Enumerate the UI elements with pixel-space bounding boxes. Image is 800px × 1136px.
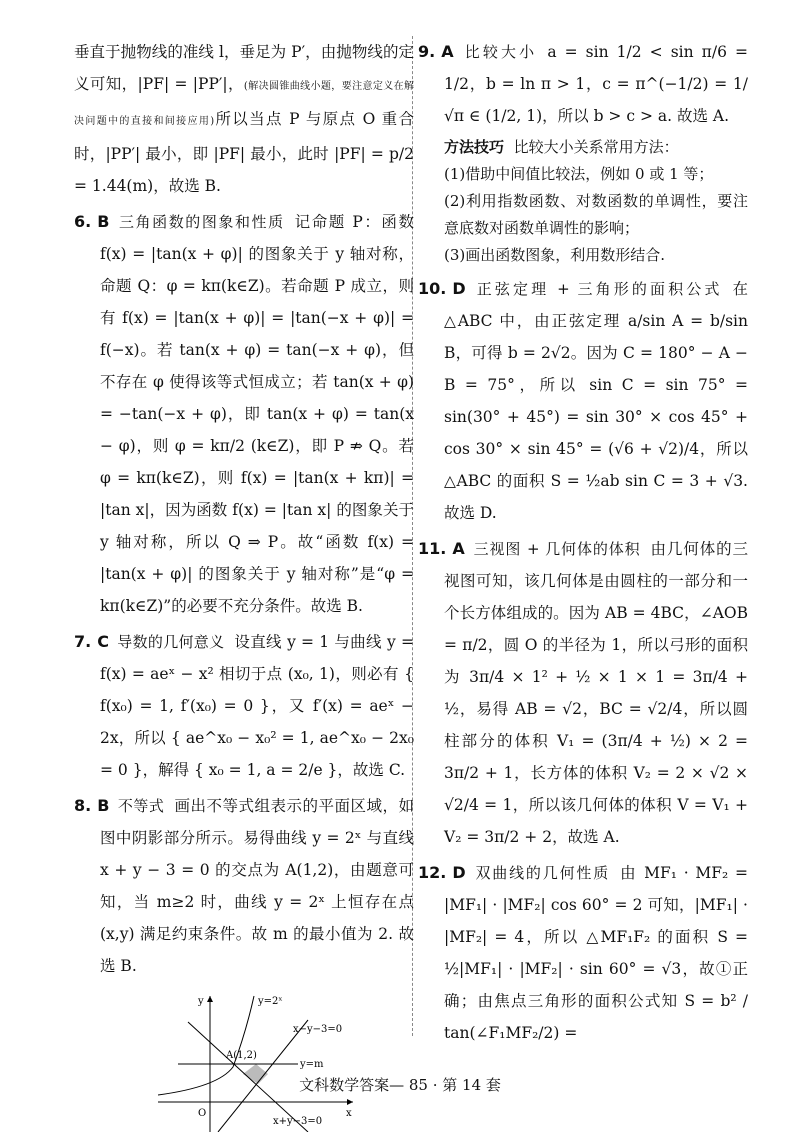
solution-text: 由 MF₁ · MF₂ = |MF₁| · |MF₂| cos 60° = 2 可知，|MF₁| · |MF₂| = 4，所以 △MF₁F₂ 的面积 S = ½|MF₁| · |MF₂| · sin 60° = √3，故①正确；由焦点三角形的面积公式知 S = b² / tan(∠F₁MF₂/2) = <box>444 864 748 1042</box>
method-item: (3)画出函数图象，利用数形结合. <box>444 246 666 264</box>
method-title: 方法技巧 <box>444 138 505 156</box>
y-axis-label: y <box>198 996 204 1007</box>
y-axis-arrow <box>207 996 213 1002</box>
answer-letter: A <box>452 539 465 558</box>
topic-label: 不等式 <box>117 797 165 815</box>
region-figure <box>158 992 414 1136</box>
cont-part2: 所以当点 P 与原点 O 重合时，|PP′| 最小，即 |PF| 最小，此时 |PF| = p/2 = 1.44(m)，故选 B. <box>74 110 414 195</box>
line1-label: x−y−3=0 <box>293 1024 343 1035</box>
answer-item-9 <box>418 36 748 132</box>
item-number: 8. <box>74 796 92 815</box>
point-a-label: A(1,2) <box>226 1050 257 1061</box>
answer-item-11 <box>418 533 748 853</box>
x-axis-arrow <box>347 1099 353 1105</box>
item-number: 12. <box>418 863 447 882</box>
answer-letter: D <box>452 279 466 298</box>
page-footer: 文科数学答案— 85 · 第 14 套 <box>299 1076 501 1094</box>
answer-item-10 <box>418 273 748 529</box>
method-intro: 比较大小关系常用方法： <box>513 138 679 156</box>
answer-letter: D <box>452 863 466 882</box>
topic-label: 比较大小 <box>461 43 538 61</box>
item-number: 6. <box>74 212 92 231</box>
solution-text: a = sin 1/2 < sin π/6 = 1/2，b = ln π > 1，c = π^(−1/2) = 1/√π ∈ (1/2, 1)，所以 b > c > a. 故选 A. <box>444 43 748 125</box>
curve-label: y=2ˣ <box>258 996 283 1007</box>
continuation-text <box>74 36 414 202</box>
x-axis-label: x <box>346 1108 352 1119</box>
item-number: 9. <box>418 42 436 61</box>
answer-item-6 <box>74 206 414 622</box>
topic-label: 双曲线的几何性质 <box>473 864 611 882</box>
line2-label: x+y−3=0 <box>273 1116 323 1127</box>
topic-label: 导数的几何意义 <box>116 633 225 651</box>
item-number: 7. <box>74 632 92 651</box>
method-box <box>444 134 748 269</box>
answer-letter: B <box>97 796 110 815</box>
topic-label: 正弦定理 + 三角形的面积公式 <box>473 280 723 298</box>
solution-text: 设直线 y = 1 与曲线 y = f(x) = aeˣ − x² 相切于点 (x₀, 1)，则必有 { f(x₀) = 1, f′(x₀) = 0 }，又 f′(x) = aeˣ − 2x，所以 { ae^x₀ − x₀² = 1, ae^x₀ − 2x₀ = 0 }，解得 { x₀ = 1, a = 2/e }，故选 C. <box>100 633 414 779</box>
cont-part1: 垂直于抛物线的准线 l，垂足为 P′，由抛物线的定义可知，|PF| = |PP′|， <box>74 43 414 93</box>
answer-letter: B <box>97 212 110 231</box>
origin-label: O <box>198 1108 207 1119</box>
right-column <box>418 36 748 1049</box>
topic-label: 三角函数的图象和性质 <box>117 213 285 231</box>
method-item: (2)利用指数函数、对数函数的单调性，要注意底数对函数单调性的影响； <box>444 192 748 237</box>
cont-note: (解决圆锥曲线小题，要注意定义在解决问题中的直接和间接应用) <box>74 81 415 127</box>
solution-text: 画出不等式组表示的平面区域，如图中阴影部分所示。易得曲线 y = 2ˣ 与直线 x + y − 3 = 0 的交点为 A(1,2)，由题意可知，当 m≥2 时，曲线 y = 2ˣ 上恒存在点 (x,y) 满足约束条件。故 m 的最小值为 2. 故选 B. <box>100 797 414 975</box>
hline-label: y=m <box>300 1059 324 1070</box>
answer-item-8 <box>74 790 414 982</box>
topic-label: 三视图 + 几何体的体积 <box>472 540 641 558</box>
inequality-region-graph <box>158 992 358 1132</box>
method-item: (1)借助中间值比较法，例如 0 或 1 等； <box>444 165 714 183</box>
left-column <box>74 36 414 1136</box>
solution-text: 由几何体的三视图可知，该几何体是由圆柱的一部分和一个长方体组成的。因为 AB = 4BC，∠AOB = π/2，圆 O 的半径为 1，所以弓形的面积为 3π/4 × 1² + ½ × 1 × 1 = 3π/4 + ½，易得 AB = √2，BC = √2/4，所以圆柱部分的体积 V₁ = (3π/4 + ½) × 2 = 3π/2 + 1，长方体的体积 V₂ = 2 × √2 × √2/4 = 1，所以该几何体的体积 V = V₁ + V₂ = 3π/2 + 2，故选 A. <box>444 540 748 846</box>
answer-letter: A <box>441 42 454 61</box>
answer-item-7 <box>74 626 414 786</box>
answer-item-12 <box>418 857 748 1049</box>
answer-letter: C <box>97 632 109 651</box>
solution-text: 在 △ABC 中，由正弦定理 a/sin A = b/sin B，可得 b = 2√2。因为 C = 180° − A − B = 75°，所以 sin C = sin 75° = sin(30° + 45°) = sin 30° × cos 45° + cos 30° × sin 45° = (√6 + √2)/4，所以 △ABC 的面积 S = ½ab sin C = 3 + √3. 故选 D. <box>444 280 748 522</box>
item-number: 11. <box>418 539 447 558</box>
solution-text: 记命题 P：函数 f(x) = |tan(x + φ)| 的图象关于 y 轴对称，命题 Q：φ = kπ(k∈Z)。若命题 P 成立，则有 f(x) = |tan(x + φ)| = |tan(−x + φ)| = f(−x)。若 tan(x + φ) = tan(−x + φ)，但不存在 φ 使得该等式恒成立；若 tan(x + φ) = −tan(−x + φ)，即 tan(x + φ) = tan(x − φ)，则 φ = kπ/2 (k∈Z)，即 P ⇏ Q。若 φ = kπ(k∈Z)，则 f(x) = |tan(x + kπ)| = |tan x|，因为函数 f(x) = |tan x| 的图象关于 y 轴对称，所以 Q ⇒ P。故“函数 f(x) = |tan(x + φ)| 的图象关于 y 轴对称”是“φ = kπ(k∈Z)”的必要不充分条件。故选 B. <box>100 213 414 615</box>
item-number: 10. <box>418 279 447 298</box>
